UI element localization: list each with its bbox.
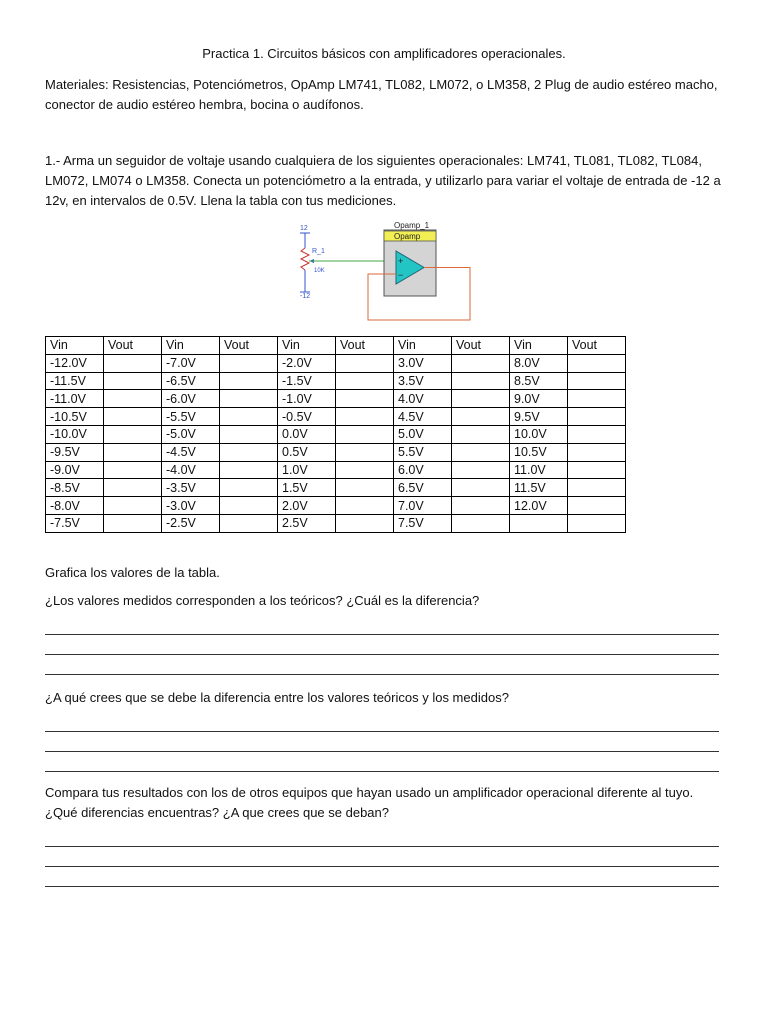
- table-row: [46, 390, 626, 408]
- opamp-plus: +: [398, 256, 404, 266]
- vin-cell: 0.5V: [278, 443, 336, 461]
- vin-cell: 5.5V: [394, 443, 452, 461]
- opamp-name: Opamp_1: [394, 221, 430, 230]
- vin-cell: 7.0V: [394, 497, 452, 515]
- vout-cell[interactable]: [336, 514, 394, 532]
- table-row: [46, 372, 626, 390]
- vin-cell: -8.5V: [46, 479, 104, 497]
- vin-cell: Vin: [46, 337, 104, 355]
- vin-cell: Vin: [394, 337, 452, 355]
- vout-cell[interactable]: [336, 461, 394, 479]
- vin-cell: 4.5V: [394, 408, 452, 426]
- potentiometer-symbol: [301, 248, 309, 270]
- vout-cell[interactable]: [452, 514, 510, 532]
- voltage-follower-circuit: [290, 218, 480, 324]
- vin-cell: -6.0V: [162, 390, 220, 408]
- opamp-label: Opamp: [394, 232, 421, 241]
- answer-line[interactable]: [45, 751, 719, 752]
- vout-cell[interactable]: [452, 479, 510, 497]
- vout-cell[interactable]: [104, 390, 162, 408]
- vin-cell: 6.0V: [394, 461, 452, 479]
- step1-paragraph: 1.- Arma un seguidor de voltaje usando cualquiera de los siguientes operacionales: LM741, TL081, TL082, TL084, LM072, LM074 o LM358. Conecta un potenciómetro a la entrada, y utilizarlo para variar el voltaje de entrada de -12 a 12v, en intervalos de 0.5V. Llena la tabla con tus mediciones.: [45, 153, 721, 208]
- vin-cell: 2.5V: [278, 514, 336, 532]
- vout-cell[interactable]: [104, 425, 162, 443]
- vin-cell: -9.0V: [46, 461, 104, 479]
- vout-cell[interactable]: [452, 497, 510, 515]
- vout-cell[interactable]: [220, 443, 278, 461]
- vout-cell[interactable]: [336, 497, 394, 515]
- vin-cell: -5.5V: [162, 408, 220, 426]
- question-3: Compara tus resultados con los de otros equipos que hayan usado un amplificador operacional diferente al tuyo. ¿Qué diferencias encuentras? ¿A que crees que se deban?: [45, 785, 694, 820]
- vin-cell: -1.0V: [278, 390, 336, 408]
- vin-cell: -7.5V: [46, 514, 104, 532]
- vout-cell[interactable]: [336, 425, 394, 443]
- table-row: [46, 514, 626, 532]
- answer-line[interactable]: [45, 771, 719, 772]
- vout-cell: Vout: [568, 337, 626, 355]
- answer-line[interactable]: [45, 846, 719, 847]
- vin-cell: 1.5V: [278, 479, 336, 497]
- vin-cell: Vin: [162, 337, 220, 355]
- vout-cell[interactable]: [568, 354, 626, 372]
- vin-cell: -11.5V: [46, 372, 104, 390]
- vin-cell: -0.5V: [278, 408, 336, 426]
- vin-cell: -10.0V: [46, 425, 104, 443]
- vout-cell: Vout: [336, 337, 394, 355]
- vin-cell: 10.5V: [510, 443, 568, 461]
- vout-cell[interactable]: [336, 479, 394, 497]
- vin-cell: 12.0V: [510, 497, 568, 515]
- vin-cell: 11.0V: [510, 461, 568, 479]
- vout-cell[interactable]: [452, 425, 510, 443]
- vin-cell: -11.0V: [46, 390, 104, 408]
- vin-cell: -3.5V: [162, 479, 220, 497]
- answer-line[interactable]: [45, 886, 719, 887]
- materials-paragraph: Materiales: Resistencias, Potenciómetros, OpAmp LM741, TL082, LM072, o LM358, 2 Plug de audio estéreo macho, conector de audio estéreo hembra, bocina o audífonos.: [45, 77, 718, 112]
- table-row: [46, 479, 626, 497]
- vout-cell[interactable]: [568, 408, 626, 426]
- vout-cell[interactable]: [220, 354, 278, 372]
- vin-cell: 4.0V: [394, 390, 452, 408]
- vin-cell: -9.5V: [46, 443, 104, 461]
- vout-cell[interactable]: [220, 372, 278, 390]
- vin-cell: -7.0V: [162, 354, 220, 372]
- vout-cell[interactable]: [336, 408, 394, 426]
- vout-cell[interactable]: [568, 514, 626, 532]
- vin-cell: -4.0V: [162, 461, 220, 479]
- answer-line[interactable]: [45, 634, 719, 635]
- resistor-value: 10K: [314, 268, 325, 274]
- vout-cell[interactable]: [220, 514, 278, 532]
- answer-line[interactable]: [45, 674, 719, 675]
- resistor-name: R_1: [312, 248, 325, 255]
- vout-cell[interactable]: [452, 354, 510, 372]
- vout-cell[interactable]: [452, 443, 510, 461]
- vout-cell[interactable]: [336, 390, 394, 408]
- table-row: [46, 443, 626, 461]
- vout-cell: Vout: [452, 337, 510, 355]
- vin-cell: 2.0V: [278, 497, 336, 515]
- vout-cell[interactable]: [452, 461, 510, 479]
- table-row: [46, 354, 626, 372]
- vin-cell: 3.5V: [394, 372, 452, 390]
- vout-cell[interactable]: [104, 443, 162, 461]
- vin-cell: -4.5V: [162, 443, 220, 461]
- vin-cell: 9.0V: [510, 390, 568, 408]
- vout-cell[interactable]: [568, 479, 626, 497]
- vin-cell: Vin: [510, 337, 568, 355]
- vout-cell[interactable]: [220, 497, 278, 515]
- vin-cell: -8.0V: [46, 497, 104, 515]
- page-title: Practica 1. Circuitos básicos con amplificadores operacionales.: [202, 46, 566, 61]
- top-rail-label: 12: [300, 225, 308, 232]
- table-header-row: [46, 337, 626, 355]
- vin-cell: -10.5V: [46, 408, 104, 426]
- vin-cell: -3.0V: [162, 497, 220, 515]
- answer-line[interactable]: [45, 654, 719, 655]
- vout-cell[interactable]: [104, 497, 162, 515]
- vin-cell: 3.0V: [394, 354, 452, 372]
- vin-cell: -2.5V: [162, 514, 220, 532]
- vout-cell: Vout: [220, 337, 278, 355]
- vin-cell: -5.0V: [162, 425, 220, 443]
- vout-cell[interactable]: [452, 408, 510, 426]
- vin-cell: 8.5V: [510, 372, 568, 390]
- answer-line[interactable]: [45, 866, 719, 867]
- table-row: [46, 408, 626, 426]
- vin-cell: Vin: [278, 337, 336, 355]
- vin-cell: -12.0V: [46, 354, 104, 372]
- measurement-table: [45, 336, 626, 533]
- vout-cell[interactable]: [336, 443, 394, 461]
- vout-cell[interactable]: [568, 443, 626, 461]
- vin-cell: 1.0V: [278, 461, 336, 479]
- vin-cell: 10.0V: [510, 425, 568, 443]
- vout-cell[interactable]: [220, 408, 278, 426]
- vout-cell[interactable]: [104, 461, 162, 479]
- vout-cell[interactable]: [568, 372, 626, 390]
- vout-cell[interactable]: [104, 354, 162, 372]
- vout-cell: Vout: [104, 337, 162, 355]
- vout-cell[interactable]: [452, 390, 510, 408]
- question-2: ¿A qué crees que se debe la diferencia entre los valores teóricos y los medidos?: [45, 690, 509, 705]
- vin-cell: 6.5V: [394, 479, 452, 497]
- question-1: ¿Los valores medidos corresponden a los teóricos? ¿Cuál es la diferencia?: [45, 593, 480, 608]
- vin-cell: [510, 514, 568, 532]
- table-row: [46, 461, 626, 479]
- vout-cell[interactable]: [336, 354, 394, 372]
- graph-instruction: Grafica los valores de la tabla.: [45, 565, 220, 580]
- vout-cell[interactable]: [568, 497, 626, 515]
- opamp-minus: −: [398, 270, 404, 280]
- vout-cell[interactable]: [104, 514, 162, 532]
- vin-cell: 9.5V: [510, 408, 568, 426]
- vin-cell: -6.5V: [162, 372, 220, 390]
- vin-cell: -2.0V: [278, 354, 336, 372]
- vout-cell[interactable]: [220, 479, 278, 497]
- table-row: [46, 497, 626, 515]
- vin-cell: 7.5V: [394, 514, 452, 532]
- table-row: [46, 425, 626, 443]
- vin-cell: 8.0V: [510, 354, 568, 372]
- vout-cell[interactable]: [104, 408, 162, 426]
- vout-cell[interactable]: [220, 461, 278, 479]
- bottom-rail-label: -12: [300, 293, 311, 300]
- answer-line[interactable]: [45, 731, 719, 732]
- vin-cell: 5.0V: [394, 425, 452, 443]
- vin-cell: -1.5V: [278, 372, 336, 390]
- vout-cell[interactable]: [220, 425, 278, 443]
- vout-cell[interactable]: [568, 461, 626, 479]
- vout-cell[interactable]: [568, 390, 626, 408]
- vout-cell[interactable]: [452, 372, 510, 390]
- vout-cell[interactable]: [104, 372, 162, 390]
- vin-cell: 0.0V: [278, 425, 336, 443]
- vin-cell: 11.5V: [510, 479, 568, 497]
- vout-cell[interactable]: [336, 372, 394, 390]
- vout-cell[interactable]: [220, 390, 278, 408]
- vout-cell[interactable]: [568, 425, 626, 443]
- vout-cell[interactable]: [104, 479, 162, 497]
